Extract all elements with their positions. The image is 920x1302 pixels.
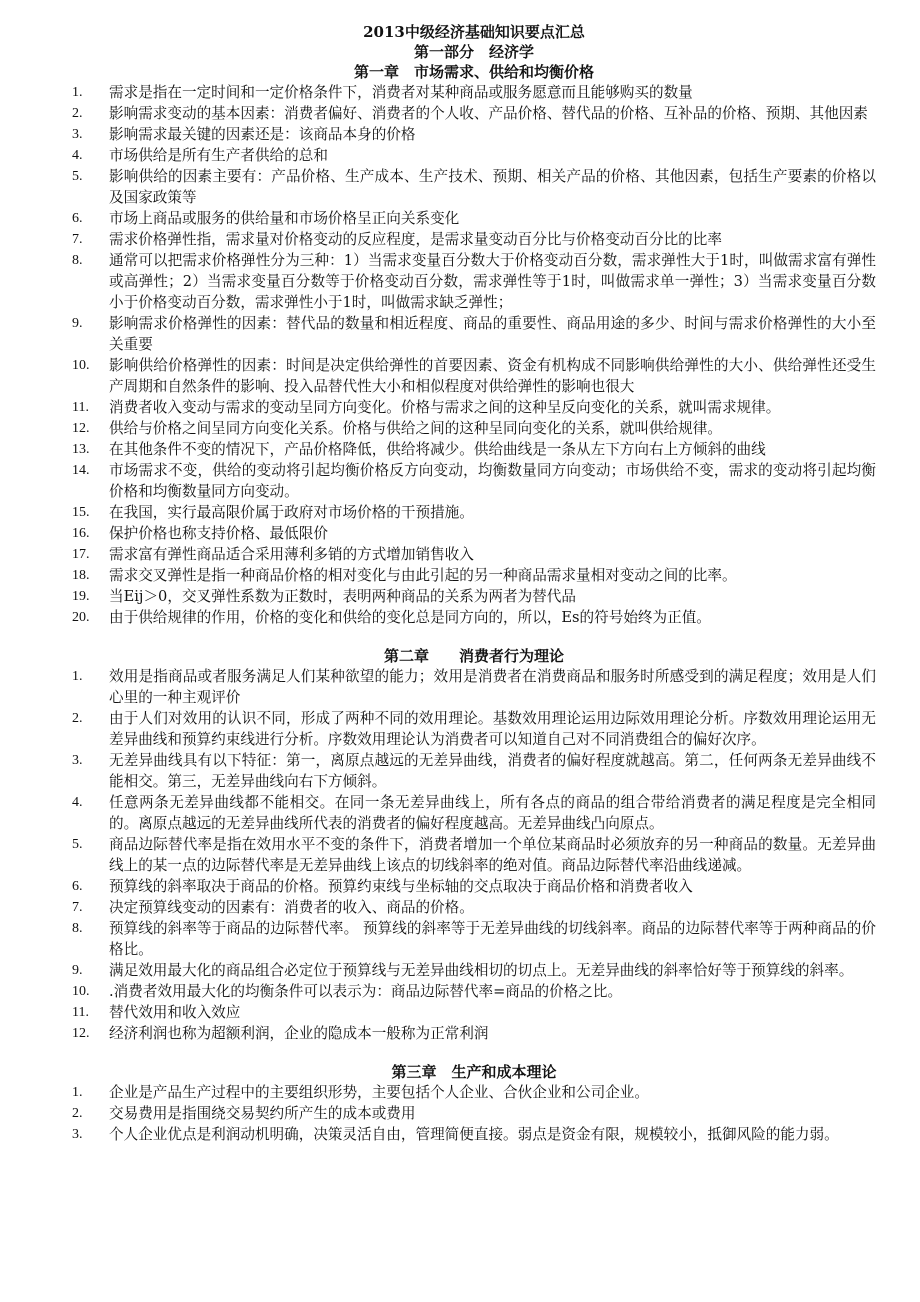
item-number: 12. (72, 421, 90, 436)
item-text: 需求价格弹性指，需求量对价格变动的反应程度，是需求量变动百分比与价格变动百分比的比率 (109, 231, 722, 248)
list-item (72, 502, 876, 523)
list-item (72, 792, 876, 834)
list-item (72, 250, 876, 313)
item-number: 5. (72, 169, 83, 184)
item-number: 1. (72, 669, 83, 684)
item-text: 影响需求价格弹性的因素：替代品的数量和相近程度、商品的重要性、商品用途的多少、时间与需求价格弹性的大小至关重要 (109, 315, 876, 353)
item-text: 替代效用和收入效应 (109, 1004, 241, 1021)
item-number: 14. (72, 463, 90, 478)
list-item (72, 1023, 876, 1044)
list-item (72, 313, 876, 355)
item-number: 20. (72, 610, 90, 625)
item-text: 任意两条无差异曲线都不能相交。在同一条无差异曲线上，所有各点的商品的组合带给消费者的满足程度是完全相同的。离原点越远的无差异曲线所代表的消费者的偏好程度越高。无差异曲线凸向原点。 (109, 794, 876, 832)
list-item (72, 834, 876, 876)
item-text: 市场上商品或服务的供给量和市场价格呈正向关系变化 (109, 210, 460, 227)
item-text: 需求交叉弹性是指一种商品价格的相对变化与由此引起的另一种商品需求量相对变动之间的比率。 (109, 567, 737, 584)
item-number: 10. (72, 358, 90, 373)
item-text: 决定预算线变动的因素有：消费者的收入、商品的价格。 (109, 899, 474, 916)
item-text: 影响需求变动的基本因素：消费者偏好、消费者的个人收、产品价格、替代品的价格、互补品的价格、预期、其他因素 (109, 105, 868, 122)
list-item (72, 145, 876, 166)
item-text: 商品边际替代率是指在效用水平不变的条件下，消费者增加一个单位某商品时必须放弃的另一种商品的数量。无差异曲线上的某一点的边际替代率是无差异曲线上该点的切线斜率的绝对值。商品边际替代率沿曲线递减。 (109, 836, 876, 874)
item-number: 11. (72, 1005, 89, 1020)
chapter-3-heading: 第三章 生产和成本理论 (391, 1063, 557, 1081)
item-number: 12. (72, 1026, 90, 1041)
list-item (72, 103, 876, 124)
item-number: 11. (72, 400, 89, 415)
item-number: 19. (72, 589, 90, 604)
item-text: 效用是指商品或者服务满足人们某种欲望的能力；效用是消费者在消费商品和服务时所感受到的满足程度；效用是人们心里的一种主观评价 (109, 668, 876, 706)
item-text: 由于供给规律的作用，价格的变化和供给的变化总是同方向的，所以，Es的符号始终为正值。 (109, 609, 711, 626)
item-text: 预算线的斜率等于商品的边际替代率。 预算线的斜率等于无差异曲线的切线斜率。商品的边际替代率等于两种商品的价格比。 (109, 920, 876, 958)
document-title: 2013中级经济基础知识要点汇总 (363, 23, 585, 41)
list-item (72, 124, 876, 145)
item-text: 影响需求最关键的因素还是：该商品本身的价格 (109, 126, 416, 143)
item-text: 影响供给价格弹性的因素：时间是决定供给弹性的首要因素、资金有机构成不同影响供给弹性的大小、供给弹性还受生产周期和自然条件的影响、投入品替代性大小和相似程度对供给弹性的影响也很大 (109, 357, 876, 395)
list-item (72, 229, 876, 250)
list-item (72, 981, 876, 1002)
item-number: 2. (72, 711, 83, 726)
item-number: 3. (72, 127, 83, 142)
list-item (72, 918, 876, 960)
item-text: 预算线的斜率取决于商品的价格。预算约束线与坐标轴的交点取决于商品价格和消费者收入 (109, 878, 693, 895)
item-text: 由于人们对效用的认识不同，形成了两种不同的效用理论。基数效用理论运用边际效用理论分析。序数效用理论运用无差异曲线和预算约束线进行分析。序数效用理论认为消费者可以知道自己对不同消费组合的偏好次序。 (109, 710, 876, 748)
list-item (72, 565, 876, 586)
item-number: 17. (72, 547, 90, 562)
list-item (72, 397, 876, 418)
item-number: 9. (72, 316, 83, 331)
list-item (72, 1124, 876, 1145)
item-number: 10. (72, 984, 90, 999)
list-item (72, 876, 876, 897)
item-text: 消费者收入变动与需求的变动呈同方向变化。价格与需求之间的这种呈反向变化的关系，就叫需求规律。 (109, 399, 781, 416)
item-text: 在其他条件不变的情况下，产品价格降低，供给将减少。供给曲线是一条从左下方向右上方倾斜的曲线 (109, 441, 766, 458)
item-text: 市场需求不变，供给的变动将引起均衡价格反方向变动，均衡数量同方向变动；市场供给不变，需求的变动将引起均衡价格和均衡数量同方向变动。 (109, 462, 876, 500)
list-item (72, 708, 876, 750)
item-text: 需求是指在一定时间和一定价格条件下，消费者对某种商品或服务愿意而且能够购买的数量 (109, 84, 693, 101)
chapter-1-list (72, 82, 876, 628)
item-text: 交易费用是指围绕交易契约所产生的成本或费用 (109, 1105, 416, 1122)
item-text: 影响供给的因素主要有：产品价格、生产成本、生产技术、预期、相关产品的价格、其他因素，包括生产要素的价格以及国家政策等 (109, 168, 876, 206)
list-item (72, 544, 876, 565)
item-number: 7. (72, 232, 83, 247)
list-item (72, 523, 876, 544)
list-item (72, 460, 876, 502)
item-number: 15. (72, 505, 90, 520)
list-item (72, 666, 876, 708)
list-item (72, 208, 876, 229)
item-number: 8. (72, 921, 83, 936)
item-text: 在我国，实行最高限价属于政府对市场价格的干预措施。 (109, 504, 474, 521)
item-text: 保护价格也称支持价格、最低限价 (109, 525, 328, 542)
item-text: 经济利润也称为超额利润，企业的隐成本一般称为正常利润 (109, 1025, 489, 1042)
item-number: 13. (72, 442, 90, 457)
list-item (72, 439, 876, 460)
chapter-1-heading: 第一章 市场需求、供给和均衡价格 (353, 63, 594, 81)
item-number: 5. (72, 837, 83, 852)
item-number: 1. (72, 85, 83, 100)
item-text: 当Eij＞0，交叉弹性系数为正数时，表明两种商品的关系为两者为替代品 (109, 588, 576, 605)
chapter-2-heading: 第二章 消费者行为理论 (383, 647, 564, 665)
item-text: 企业是产品生产过程中的主要组织形势，主要包括个人企业、合伙企业和公司企业。 (109, 1084, 649, 1101)
item-text: 满足效用最大化的商品组合必定位于预算线与无差异曲线相切的切点上。无差异曲线的斜率恰好等于预算线的斜率。 (109, 962, 854, 979)
chapter-2-list (72, 666, 876, 1044)
item-number: 3. (72, 1127, 83, 1142)
item-text: 市场供给是所有生产者供给的总和 (109, 147, 328, 164)
item-number: 3. (72, 753, 83, 768)
item-text: 个人企业优点是利润动机明确，决策灵活自由，管理简便直接。弱点是资金有限，规模较小，抵御风险的能力弱。 (109, 1126, 839, 1143)
list-item (72, 1082, 876, 1103)
list-item (72, 750, 876, 792)
item-text: 需求富有弹性商品适合采用薄利多销的方式增加销售收入 (109, 546, 474, 563)
list-item (72, 166, 876, 208)
item-number: 1. (72, 1085, 83, 1100)
item-number: 2. (72, 106, 83, 121)
list-item (72, 586, 876, 607)
item-number: 16. (72, 526, 90, 541)
chapter-3-list (72, 1082, 876, 1145)
item-text: 无差异曲线具有以下特征：第一，离原点越远的无差异曲线，消费者的偏好程度就越高。第二，任何两条无差异曲线不能相交。第三，无差异曲线向右下方倾斜。 (109, 752, 876, 790)
list-item (72, 1103, 876, 1124)
item-number: 9. (72, 963, 83, 978)
item-number: 18. (72, 568, 90, 583)
list-item (72, 82, 876, 103)
item-number: 6. (72, 879, 83, 894)
item-number: 4. (72, 148, 83, 163)
item-text: 供给与价格之间呈同方向变化关系。价格与供给之间的这种呈同向变化的关系，就叫供给规律。 (109, 420, 722, 437)
list-item (72, 897, 876, 918)
list-item (72, 355, 876, 397)
list-item (72, 607, 876, 628)
item-text: 通常可以把需求价格弹性分为三种：1）当需求变量百分数大于价格变动百分数，需求弹性大于1时，叫做需求富有弹性或高弹性；2）当需求变量百分数等于价格变动百分数，需求弹性等于1时，叫做需求单一弹性；3）当需求变量百分数小于价格变动百分数，需求弹性小于1时，叫做需求缺乏弹性； (109, 252, 876, 311)
list-item (72, 960, 876, 981)
item-number: 6. (72, 211, 83, 226)
part-heading: 第一部分 经济学 (413, 43, 534, 61)
item-number: 8. (72, 253, 83, 268)
item-number: 7. (72, 900, 83, 915)
item-text: .消费者效用最大化的均衡条件可以表示为：商品边际替代率=商品的价格之比。 (109, 983, 623, 1000)
item-number: 2. (72, 1106, 83, 1121)
item-number: 4. (72, 795, 83, 810)
list-item (72, 418, 876, 439)
list-item (72, 1002, 876, 1023)
